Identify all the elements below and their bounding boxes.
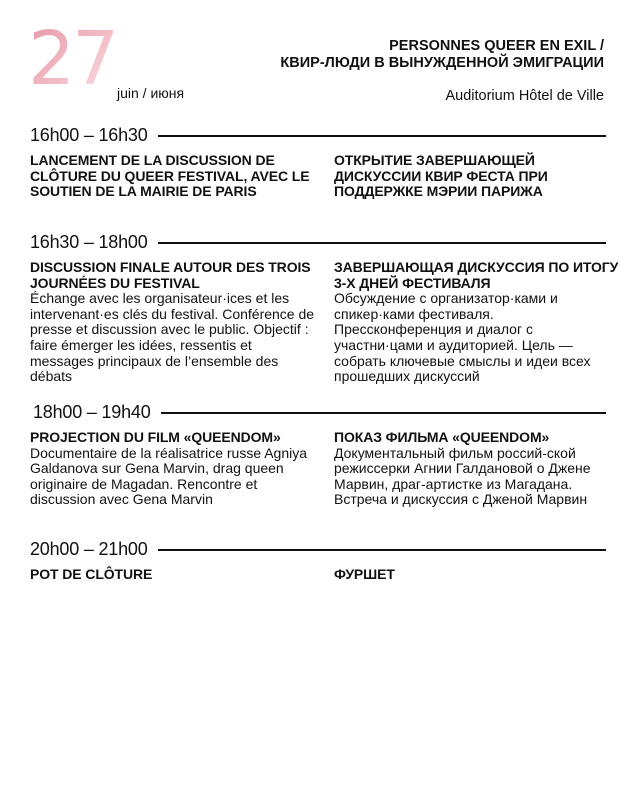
- session-fr: [30, 260, 315, 385]
- session-desc-ru: Обсуждение с организатор·ками и спикер·ками фестиваля. Прессконференция и диалог с участни·цами и аудиторией. Цель — собрать ключевые смыслы и идеи всех прошедших дискуссий: [334, 290, 591, 385]
- event-title-fr: PERSONNES QUEER EN EXIL /: [389, 38, 604, 54]
- venue-label: Auditorium Hôtel de Ville: [445, 88, 604, 104]
- session-ru: [334, 260, 624, 385]
- session-title-fr: POT DE CLÔTURE: [30, 566, 153, 582]
- session-block: [30, 401, 606, 508]
- time-row: [30, 401, 606, 423]
- session-title-ru: ОТКРЫТИЕ ЗАВЕРШАЮЩЕЙ ДИСКУССИИ КВИР ФЕСТА ПРИ ПОДДЕРЖКЕ МЭРИИ ПАРИЖА: [334, 152, 548, 200]
- time-row: [30, 538, 606, 560]
- session-title-fr: PROJECTION DU FILM «QUEENDOM»: [30, 429, 281, 445]
- time-row: [30, 231, 606, 253]
- session-desc-ru: Документальный фильм россий-ской режиссерки Агнии Галдановой о Джене Марвин, драг-артистке из Магадана. Встреча и дискуссия с Дженой Марвин: [334, 444, 591, 508]
- session-title-ru: ЗАВЕРШАЮЩАЯ ДИСКУССИЯ ПО ИТОГУ 3-Х ДНЕЙ ФЕСТИВАЛЯ: [334, 259, 619, 291]
- session-title-ru: ПОКАЗ ФИЛЬМА «QUEENDOM»: [334, 429, 550, 445]
- event-title: [280, 38, 604, 72]
- session-fr: [30, 153, 315, 200]
- session-time: 16h30 – 18h00: [30, 231, 158, 253]
- session-time: 16h00 – 16h30: [30, 124, 158, 146]
- event-title-ru: КВИР-ЛЮДИ В ВЫНУЖДЕННОЙ ЭМИГРАЦИИ: [280, 55, 604, 71]
- session-block: [30, 231, 619, 385]
- session-title-fr: DISCUSSION FINALE AUTOUR DES TROIS JOURNÉES DU FESTIVAL: [30, 259, 311, 291]
- session-block: [30, 538, 606, 582]
- session-desc-fr: Échange avec les organisateur·ices et les intervenant·es clés du festival. Conférence de presse et discussion avec le public. Objectif : faire émerger les idées, ressentis et messages principaux de l’ensemble des débats: [30, 290, 315, 385]
- session-time: 20h00 – 21h00: [30, 538, 158, 560]
- session-time: 18h00 – 19h40: [30, 401, 161, 423]
- session-ru: [334, 567, 624, 583]
- session-title-ru: ФУРШЕТ: [334, 566, 395, 582]
- session-fr: [30, 430, 315, 508]
- month-label: juin / июня: [117, 85, 185, 101]
- session-ru: [334, 430, 624, 508]
- session-title-fr: LANCEMENT DE LA DISCUSSION DE CLÔTURE DU QUEER FESTIVAL, AVEC LE SOUTIEN DE LA MAIRIE DE PARIS: [30, 152, 310, 200]
- session-fr: [30, 567, 315, 583]
- session-ru: [334, 153, 624, 200]
- day-number: 27: [28, 16, 117, 102]
- session-block: [30, 124, 606, 200]
- time-row: [30, 124, 606, 146]
- session-desc-fr: Documentaire de la réalisatrice russe Agniya Galdanova sur Gena Marvin, drag queen originaire de Magadan. Rencontre et discussion avec Gena Marvin: [30, 444, 308, 508]
